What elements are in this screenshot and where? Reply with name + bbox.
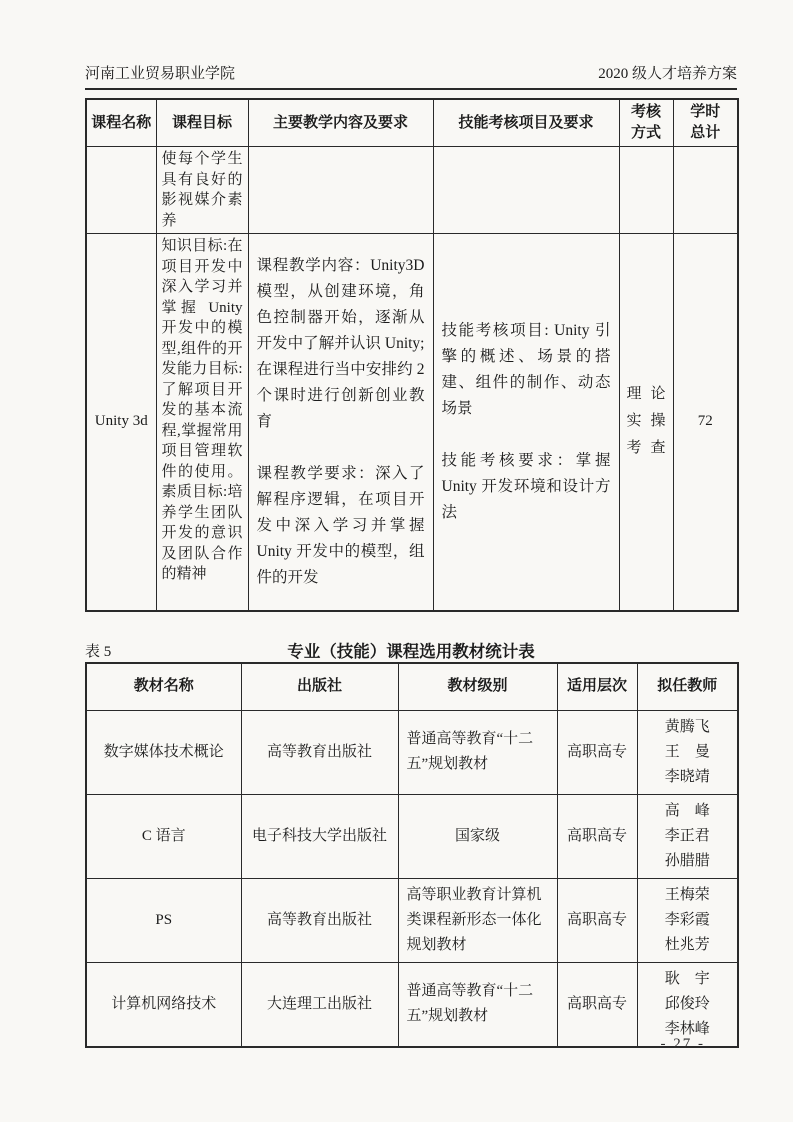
running-header xyxy=(85,62,737,90)
teacher-name: 李正君 xyxy=(664,827,710,844)
textbook-name-cell: 计算机网络技术 xyxy=(86,962,241,1047)
col-header-target: 适用层次 xyxy=(557,663,637,710)
col-header-publisher: 出版社 xyxy=(241,663,398,710)
publisher-cell: 高等教育出版社 xyxy=(241,710,398,794)
col-header-content: 主要教学内容及要求 xyxy=(248,99,433,147)
publisher-cell: 电子科技大学出版社 xyxy=(241,794,398,878)
col-header-method: 考核方式 xyxy=(619,99,673,147)
assessment-cell xyxy=(433,147,619,234)
table-row xyxy=(86,878,738,962)
teacher-name: 高 峰 xyxy=(664,802,710,819)
col-header-course-name: 课程名称 xyxy=(86,99,156,147)
col-header-assessment: 技能考核项目及要求 xyxy=(433,99,619,147)
objective-ability: 能力目标:了解项目开发的基本流程,掌握常用项目管理软件的使用。 xyxy=(161,361,243,480)
header-school-name: 河南工业贸易职业学院 xyxy=(85,66,236,82)
publisher-cell: 大连理工出版社 xyxy=(241,962,398,1047)
hours-cell xyxy=(673,147,738,234)
col-header-textbook-name: 教材名称 xyxy=(86,663,241,710)
table-row xyxy=(86,962,738,1047)
course-table xyxy=(85,98,739,612)
objective-knowledge: 知识目标:在项目开发中深入学习并掌握 Unity 开发中的模型,组件的开发 xyxy=(161,238,243,377)
teacher-name: 黄腾飞 xyxy=(664,718,710,735)
table-number-label: 表 5 xyxy=(85,644,112,660)
col-header-level: 教材级别 xyxy=(398,663,557,710)
assessment-project-paragraph: 技能考核项目: Unity 引擎的概述、场景的搭建、组件的制作、动态场景 xyxy=(441,321,611,417)
col-header-hours: 学时总计 xyxy=(673,99,738,147)
target-level-cell: 高职高专 xyxy=(557,962,637,1047)
header-plan-name: 2020 级人才培养方案 xyxy=(598,66,737,82)
teacher-name: 王 曼 xyxy=(664,743,710,760)
target-level-cell: 高职高专 xyxy=(557,710,637,794)
table-row xyxy=(86,147,738,234)
teacher-name: 耿 宇 xyxy=(664,970,710,987)
target-level-cell: 高职高专 xyxy=(557,794,637,878)
textbook-table-title: 专业（技能）课程选用教材统计表 xyxy=(287,643,535,661)
table-row xyxy=(86,710,738,794)
teachers-cell xyxy=(637,962,738,1047)
teacher-name: 李晓靖 xyxy=(664,768,710,785)
col-header-teachers: 拟任教师 xyxy=(637,663,738,710)
teacher-name: 杜兆芳 xyxy=(664,936,710,953)
level-cell: 普通高等教育“十二五”规划教材 xyxy=(398,710,557,794)
teachers-cell xyxy=(637,710,738,794)
col-header-objectives: 课程目标 xyxy=(156,99,248,147)
textbook-name-cell: C 语言 xyxy=(86,794,241,878)
level-cell: 普通高等教育“十二五”规划教材 xyxy=(398,962,557,1047)
course-name-cell xyxy=(86,147,156,234)
content-cell xyxy=(248,234,433,611)
teacher-name: 王梅荣 xyxy=(664,886,710,903)
textbook-table xyxy=(85,662,739,1048)
method-cell: 理论实操考查 xyxy=(619,234,673,611)
teachers-cell xyxy=(637,878,738,962)
content-cell xyxy=(248,147,433,234)
level-cell: 高等职业教育计算机类课程新形态一体化规划教材 xyxy=(398,878,557,962)
method-cell xyxy=(619,147,673,234)
textbook-name-cell: 数字媒体技术概论 xyxy=(86,710,241,794)
teacher-name: 孙腊腊 xyxy=(664,852,710,869)
hours-cell: 72 xyxy=(673,234,738,611)
target-level-cell: 高职高专 xyxy=(557,878,637,962)
textbook-table-caption xyxy=(85,638,737,660)
level-cell: 国家级 xyxy=(398,794,557,878)
objectives-cell: 使每个学生具有良好的影视媒介素养 xyxy=(156,147,248,234)
publisher-cell: 高等教育出版社 xyxy=(241,878,398,962)
teacher-name: 李彩霞 xyxy=(664,911,710,928)
textbook-name-cell: PS xyxy=(86,878,241,962)
page-number: - 27 - xyxy=(660,1036,705,1052)
teacher-name: 邱俊玲 xyxy=(664,995,710,1012)
textbook-table-header-row xyxy=(86,663,738,710)
course-table-header-row xyxy=(86,99,738,147)
assessment-cell xyxy=(433,234,619,611)
teacher-name: 李林峰 xyxy=(664,1020,710,1037)
course-name-cell: Unity 3d xyxy=(86,234,156,611)
teaching-content-paragraph: 课程教学内容：Unity3D 模型，从创建环境，角色控制器开始，逐渐从开发中了解并认识 Unity; 在课程进行当中安排约 2 个课时进行创新创业教育 xyxy=(256,256,425,430)
teaching-requirement-paragraph: 课程教学要求：深入了解程序逻辑，在项目开发中深入学习并掌握 Unity 开发中的模型，组件的开发 xyxy=(256,464,425,586)
assessment-requirement-paragraph: 技能考核要求：掌握 Unity 开发环境和设计方法 xyxy=(441,451,611,521)
table-row xyxy=(86,234,738,611)
objectives-cell xyxy=(156,234,248,611)
teachers-cell xyxy=(637,794,738,878)
table-row xyxy=(86,794,738,878)
objective-quality: 素质目标:培养学生团队开发的意识及团队合作的精神 xyxy=(161,484,243,582)
